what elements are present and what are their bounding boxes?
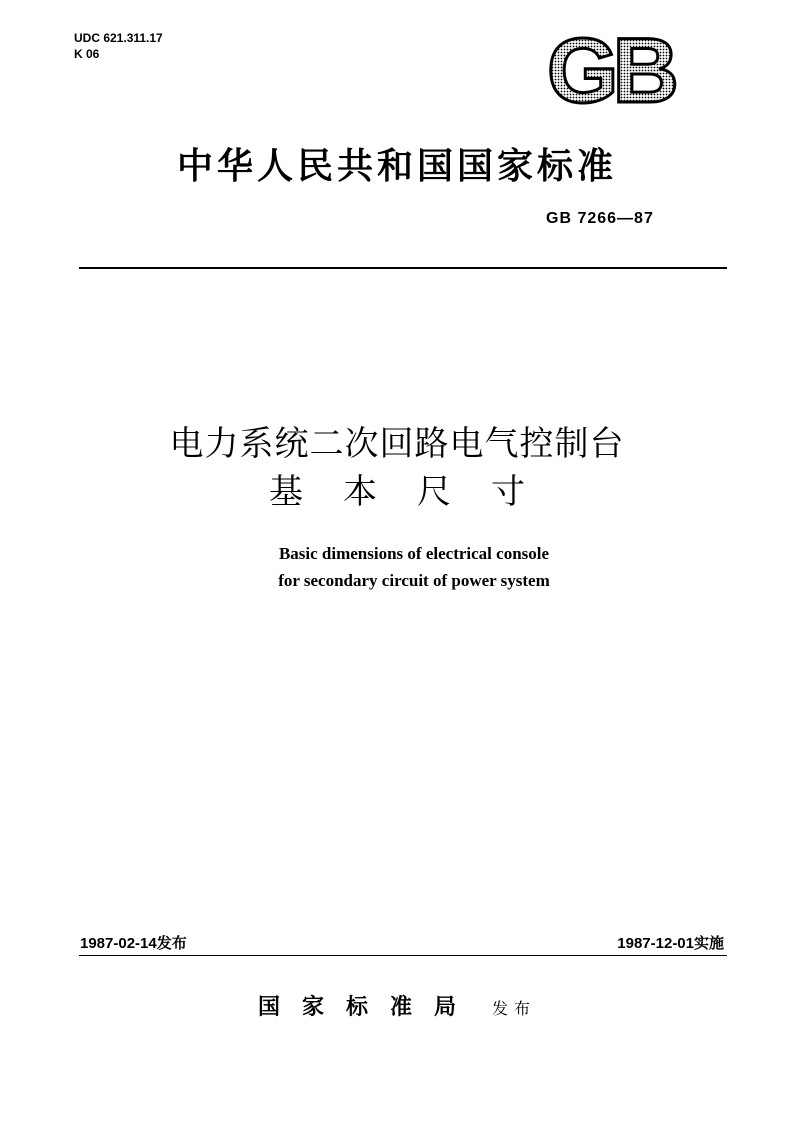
gb-logo-text: GB (547, 30, 673, 110)
bottom-divider (79, 955, 727, 956)
chinese-title-line1: 电力系统二次回路电气控制台 (169, 424, 625, 464)
english-title (0, 540, 794, 594)
english-title-line2: for secondary circuit of power system (278, 571, 550, 590)
standard-number: GB 7266—87 (546, 210, 654, 227)
issuer-line (0, 990, 794, 1021)
issue-date: 1987-02-14发布 (80, 935, 187, 952)
gb-logo (530, 30, 690, 110)
effective-date: 1987-12-01实施 (617, 935, 724, 952)
class-code: K 06 (74, 47, 100, 61)
classification-codes (74, 30, 163, 62)
english-title-line1: Basic dimensions of electrical console (278, 544, 550, 563)
udc-code: UDC 621.311.17 (74, 31, 163, 45)
chinese-title (0, 420, 794, 516)
standard-title: 中华人民共和国国家标准 (176, 146, 617, 187)
issuer-name: 国家标准局 (257, 995, 478, 1020)
issued-label: 发布 (492, 999, 537, 1018)
top-divider (79, 267, 727, 269)
chinese-title-line2: 基本尺寸 (269, 472, 565, 512)
